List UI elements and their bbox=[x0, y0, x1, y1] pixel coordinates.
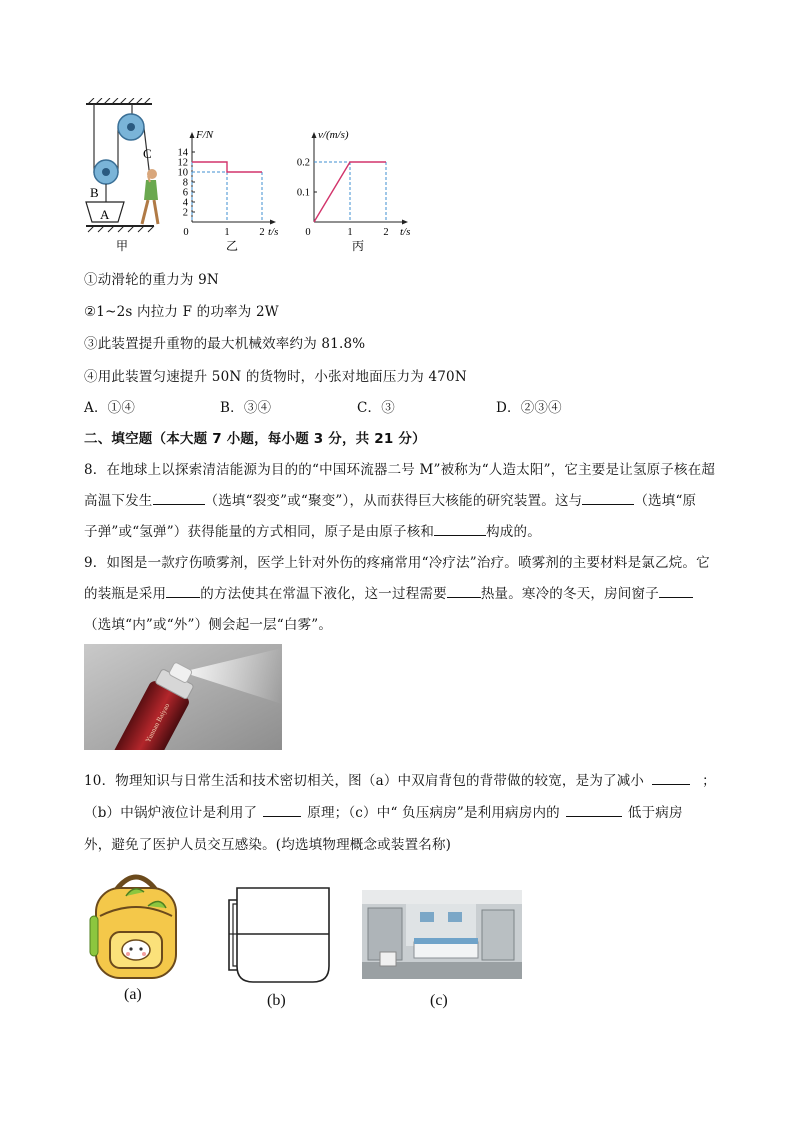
label-b: B bbox=[90, 185, 99, 200]
q9-blank-3[interactable] bbox=[659, 584, 693, 598]
label-c-fig: (c) bbox=[430, 992, 448, 1009]
y-tick-label: 14 bbox=[177, 147, 188, 159]
q8-blank-1[interactable] bbox=[153, 491, 205, 505]
section-title: 二、填空题（本大题 7 小题，每小题 3 分，共 21 分） bbox=[84, 431, 426, 447]
y-tick-label: 0.1 bbox=[296, 187, 310, 199]
series-line bbox=[192, 162, 262, 172]
caption-jia: 甲 bbox=[116, 239, 129, 253]
statement-3: ③此装置提升重物的最大机械效率约为 81.8% bbox=[84, 336, 366, 352]
y-axis-label: v/(m/s) bbox=[318, 129, 349, 141]
hospital-bed-icon bbox=[414, 942, 478, 958]
backpack-image bbox=[86, 866, 186, 986]
y-tick-label: 2 bbox=[182, 207, 188, 219]
q9-blank-2[interactable] bbox=[447, 584, 481, 598]
statement-2: ②1~2s 内拉力 F 的功率为 2W bbox=[84, 304, 279, 320]
bunny-icon bbox=[122, 940, 150, 960]
y-tick-label: 4 bbox=[182, 197, 188, 209]
option-a[interactable]: A．①④ bbox=[84, 400, 136, 416]
x-tick-label: 0 bbox=[305, 227, 311, 238]
q10-blank-1[interactable] bbox=[652, 771, 690, 785]
q10-blank-3[interactable] bbox=[566, 803, 622, 817]
force-time-chart bbox=[170, 128, 288, 254]
pulley-system-figure bbox=[80, 98, 160, 254]
boiler-level-gauge-image bbox=[225, 882, 331, 986]
option-d[interactable]: D．②③④ bbox=[496, 400, 562, 416]
q8-line1: 8．在地球上以探索清洁能源为目的的“中国环流器二号 M”被称为“人造太阳”，它主要是让氢原子核在超 bbox=[84, 462, 716, 478]
q10-blank-2[interactable] bbox=[263, 803, 301, 817]
x-tick-label: 1 bbox=[224, 227, 230, 238]
q8-blank-3[interactable] bbox=[434, 522, 486, 536]
q10-line3: 外，避免了医护人员交互感染。(均选填物理概念或装置名称) bbox=[84, 837, 452, 853]
q8-line3: 子弹”或“氢弹”）获得能量的方式相同，原子是由原子核和 构成的。 bbox=[84, 524, 541, 540]
label-a-fig: (a) bbox=[124, 986, 142, 1003]
y-axis-label: F/N bbox=[196, 129, 214, 141]
y-tick-label: 10 bbox=[177, 167, 188, 179]
q8-blank-2[interactable] bbox=[582, 491, 634, 505]
x-tick-label: 2 bbox=[383, 227, 389, 238]
x-axis-label: t/s bbox=[268, 226, 279, 238]
x-axis-label: t/s bbox=[400, 226, 411, 238]
label-b-fig: (b) bbox=[267, 992, 286, 1009]
q10-line1: 10．物理知识与日常生活和技术密切相关，图（a）中双肩背包的背带做的较宽，是为了减小 ； bbox=[84, 773, 716, 789]
y-tick-label: 6 bbox=[182, 187, 188, 199]
spray-bottle-image bbox=[84, 644, 282, 750]
y-tick-label: 8 bbox=[182, 177, 188, 189]
q8-line2: 高温下发生 （选填“裂变”或“聚变”），从而获得巨大核能的研究装置。这与 （选填“原 bbox=[84, 493, 697, 509]
label-c: C bbox=[143, 146, 152, 161]
caption-bing: 丙 bbox=[352, 239, 365, 253]
x-tick-label: 2 bbox=[259, 227, 265, 238]
x-tick-label: 1 bbox=[347, 227, 353, 238]
q9-line2: 的装瓶是采用 的方法使其在常温下液化，这一过程需要 热量。寒冷的冬天，房间窗子 bbox=[84, 582, 693, 602]
q9-line1: 9．如图是一款疗伤喷雾剂，医学上针对外伤的疼痛常用“冷疗法”治疗。喷雾剂的主要材料是氯乙烷。它 bbox=[84, 555, 710, 571]
y-tick-label: 12 bbox=[177, 157, 188, 169]
q9-line3: （选填“内”或“外”）侧会起一层“白雾”。 bbox=[84, 617, 333, 633]
q10-line2: （b）中锅炉液位计是利用了 原理；（c）中“ 负压病房”是利用病房内的 低于病房 bbox=[84, 805, 683, 821]
q9-blank-1[interactable] bbox=[166, 584, 200, 598]
option-b[interactable]: B．③④ bbox=[220, 400, 272, 416]
caption-yi: 乙 bbox=[226, 239, 239, 253]
y-tick-label: 0.2 bbox=[296, 157, 310, 169]
label-a: A bbox=[100, 207, 110, 222]
velocity-time-chart bbox=[292, 128, 422, 254]
statement-4: ④用此装置匀速提升 50N 的货物时，小张对地面压力为 470N bbox=[84, 369, 467, 385]
person-icon bbox=[142, 169, 158, 224]
option-c[interactable]: C．③ bbox=[357, 400, 395, 416]
statement-1: ①动滑轮的重力为 9N bbox=[84, 272, 219, 288]
x-tick-label: 0 bbox=[183, 227, 189, 238]
negative-pressure-ward-image bbox=[362, 890, 522, 979]
bottle-label: Yunnan Baiyao bbox=[144, 702, 172, 744]
